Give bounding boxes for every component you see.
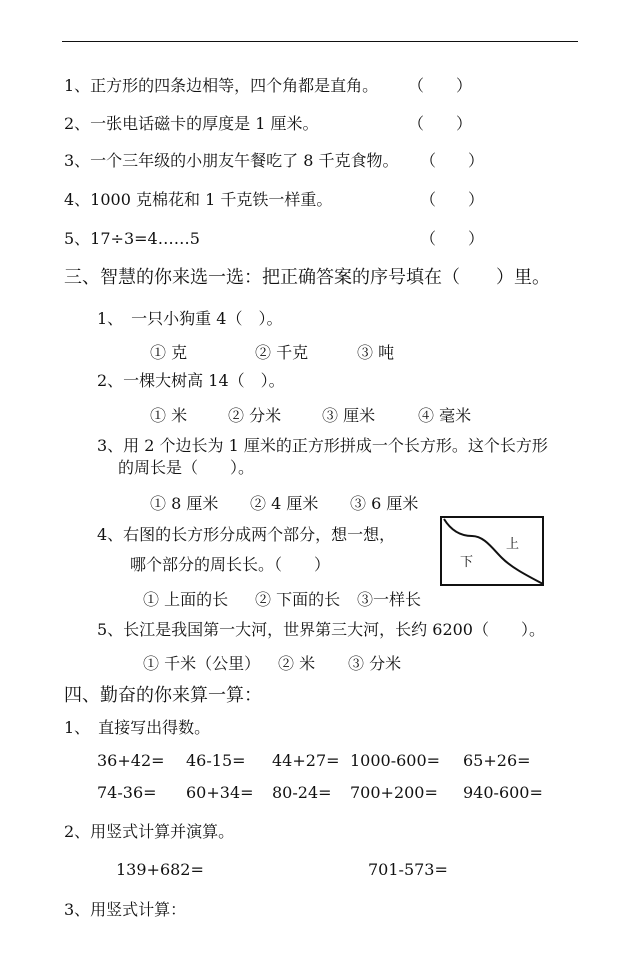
vertical-check-title: 2、用竖式计算并演算。 (64, 822, 235, 841)
choose-q5-option-2: ② 米 (278, 654, 316, 673)
choose-q5-option-3: ③ 分米 (348, 654, 402, 673)
oral-calc-title: 1、 直接写出得数。 (64, 718, 211, 737)
judge-item-5-paren: （ ） (420, 229, 485, 248)
judge-item-4-paren: （ ） (420, 190, 485, 209)
choose-q2: 2、一棵大树高 14（ ）。 (97, 371, 285, 390)
oral-calc-5: 65+26= (463, 751, 531, 770)
choose-q5: 5、长江是我国第一大河，世界第三大河，长约 6200（ ）。 (97, 620, 545, 639)
choose-q3-option-1: ① 8 厘米 (150, 494, 219, 513)
judge-item-1 (64, 76, 378, 96)
section-three-heading: 三、智慧的你来选一选：把正确答案的序号填在（ ）里。 (64, 267, 550, 288)
choose-q1-option-1: ① 克 (150, 343, 188, 362)
oral-calc-6: 74-36= (97, 783, 157, 802)
rectangle-diagram-svg (440, 516, 544, 586)
choose-q2-option-2: ② 分米 (228, 406, 282, 425)
diagram-dividing-curve (444, 519, 543, 584)
oral-calc-4: 1000-600= (350, 751, 441, 770)
choose-q2-option-1: ① 米 (150, 406, 188, 425)
choose-q4-option-2: ② 下面的长 (255, 590, 341, 609)
judge-item-2-paren: （ ） (408, 114, 473, 133)
oral-calc-3: 44+27= (272, 751, 340, 770)
choose-q1-option-3: ③ 吨 (357, 343, 395, 362)
oral-calc-10: 940-600= (463, 783, 543, 802)
judge-item-4: 4、1000 克棉花和 1 千克铁一样重。 (64, 190, 333, 209)
judge-item-5: 5、17÷3=4……5 (64, 229, 200, 248)
choose-q4-option-3: ③一样长 (357, 590, 422, 609)
choose-q3-option-3: ③ 6 厘米 (350, 494, 419, 513)
vertical-check-1: 139+682= (116, 860, 204, 879)
top-rule (62, 41, 578, 42)
choose-q1-option-2: ② 千克 (255, 343, 309, 362)
judge-item-3-paren: （ ） (420, 151, 485, 170)
judge-item-2: 2、一张电话磁卡的厚度是 1 厘米。 (64, 114, 319, 133)
vertical-calc-title: 3、用竖式计算： (64, 900, 187, 919)
judge-item-1-paren: （ ） (408, 76, 473, 95)
choose-q2-option-4: ④ 毫米 (418, 406, 472, 425)
oral-calc-1: 36+42= (97, 751, 165, 770)
oral-calc-9: 700+200= (350, 783, 438, 802)
oral-calc-2: 46-15= (186, 751, 246, 770)
judge-item-3: 3、一个三年级的小朋友午餐吃了 8 千克食物。 (64, 151, 399, 170)
section-four-heading: 四、勤奋的你来算一算： (64, 685, 262, 706)
oral-calc-7: 60+34= (186, 783, 254, 802)
choose-q5-option-1: ① 千米（公里） (143, 654, 261, 673)
choose-q4-line1: 4、右图的长方形分成两个部分，想一想， (97, 525, 396, 544)
choose-q4-line2: 哪个部分的周长长。（ ） (130, 555, 331, 574)
diagram-label-lower: 下 (460, 555, 474, 570)
judge-item-1-text: 1、正方形的四条边相等，四个角都是直角。 (64, 76, 379, 95)
choose-q3-line2: 的周长是（ ）。 (118, 458, 255, 477)
oral-calc-8: 80-24= (272, 783, 332, 802)
choose-q4-option-1: ① 上面的长 (143, 590, 229, 609)
diagram-label-upper: 上 (506, 537, 520, 552)
rectangle-diagram (440, 516, 544, 586)
choose-q2-option-3: ③ 厘米 (322, 406, 376, 425)
choose-q1: 1、 一只小狗重 4（ ）。 (97, 309, 283, 328)
choose-q3-line1: 3、用 2 个边长为 1 厘米的正方形拼成一个长方形。这个长方形 (97, 436, 548, 455)
vertical-check-2: 701-573= (368, 860, 448, 879)
choose-q3-option-2: ② 4 厘米 (250, 494, 319, 513)
